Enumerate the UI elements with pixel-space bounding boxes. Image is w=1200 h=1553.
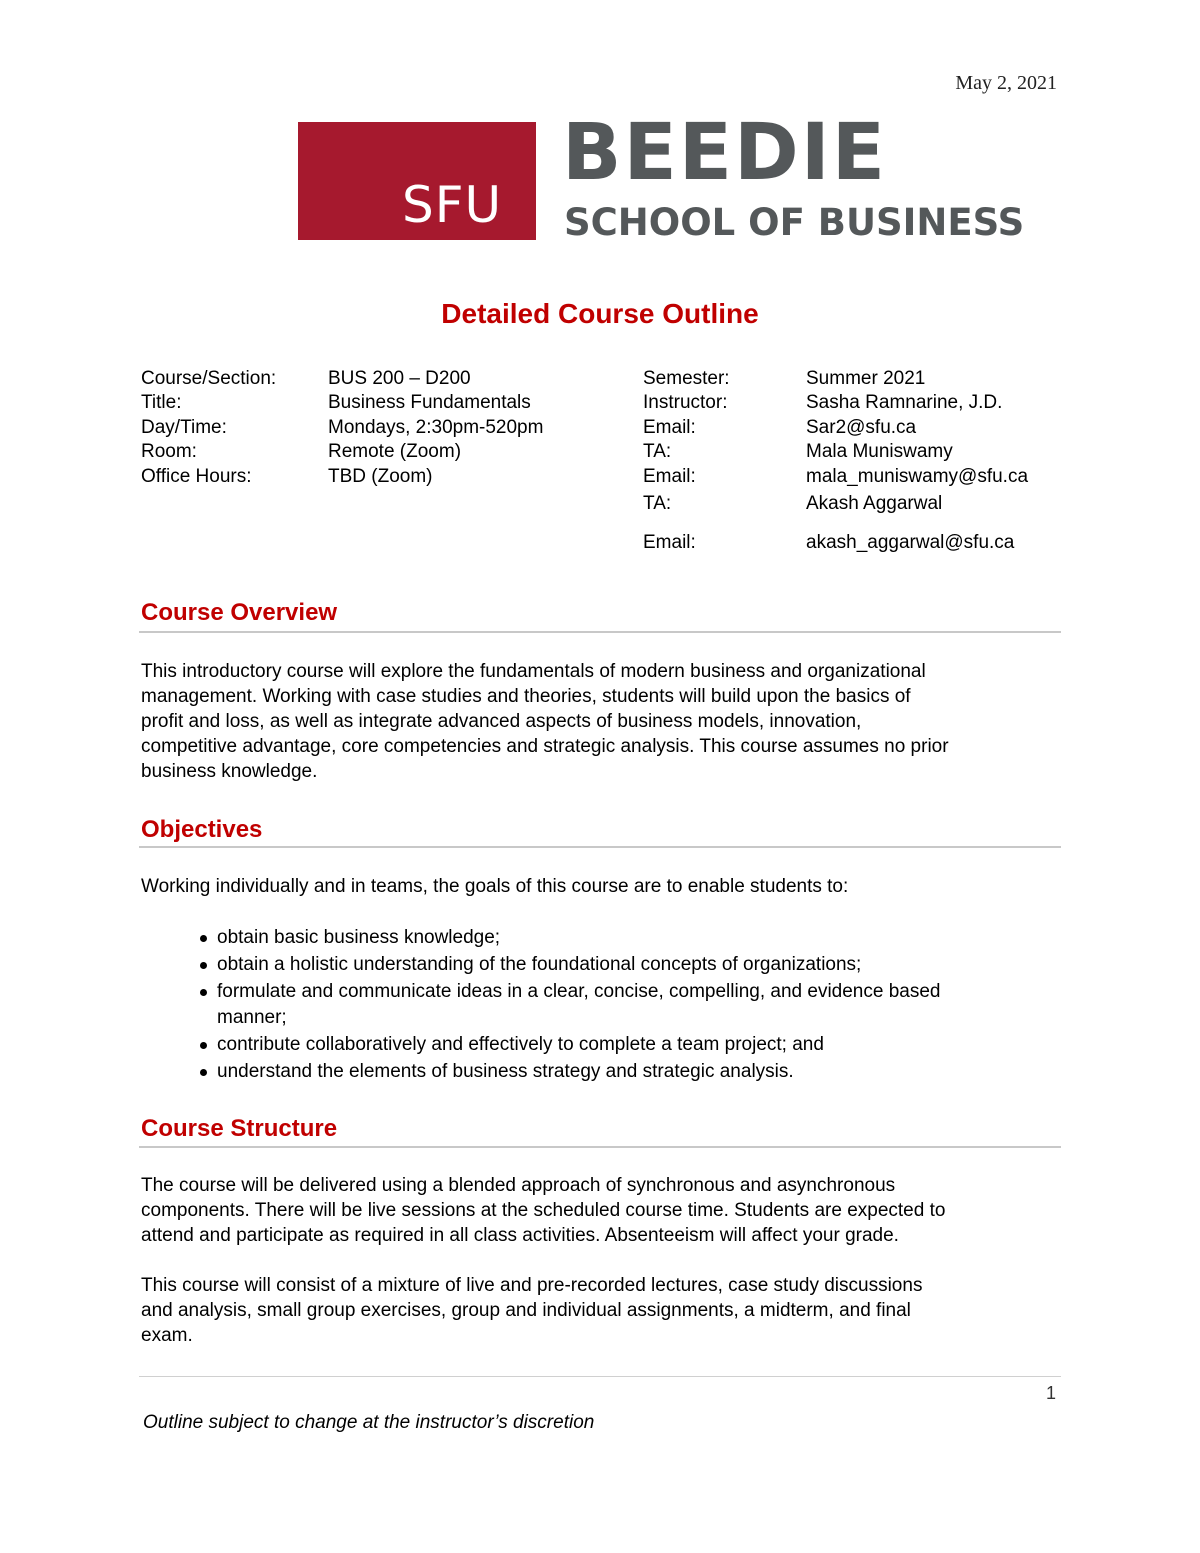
text-line: The course will be delivered using a blended approach of synchronous and asynchronous — [141, 1175, 896, 1196]
info-label: TA: — [643, 441, 672, 462]
objectives-list — [196, 925, 1016, 1086]
info-label: Course/Section: — [141, 368, 277, 389]
page-title: Detailed Course Outline — [441, 298, 759, 329]
info-label: Email: — [643, 417, 696, 438]
info-label: Semester: — [643, 368, 730, 389]
section-heading-objectives: Objectives — [141, 816, 263, 843]
info-label: Email: — [643, 532, 696, 553]
info-label: TA: — [643, 493, 672, 514]
objectives-intro: Working individually and in teams, the goals of this course are to enable students to: — [141, 876, 849, 897]
list-item: understand the elements of business strategy and strategic analysis. — [196, 1059, 1016, 1085]
sfu-logo-mark — [298, 122, 536, 240]
info-label: Email: — [643, 466, 696, 487]
text-line: attend and participate as required in all class activities. Absenteeism will affect your grade. — [141, 1225, 899, 1246]
section-divider — [139, 1146, 1061, 1148]
beedie-logo-subtitle: SCHOOL OF BUSINESS — [564, 201, 1025, 244]
info-label: Room: — [141, 441, 197, 462]
text-line: business knowledge. — [141, 761, 318, 782]
info-label: Title: — [141, 392, 182, 413]
beedie-logo-name: BEEDIE — [562, 108, 888, 198]
info-value: Mondays, 2:30pm-520pm — [328, 417, 544, 438]
instructor-email[interactable]: Sar2@sfu.ca — [806, 417, 917, 438]
section-divider — [139, 631, 1061, 633]
info-label: Day/Time: — [141, 417, 227, 438]
section-divider — [139, 846, 1061, 848]
text-line: competitive advantage, core competencies and strategic analysis. This course assumes no prior — [141, 736, 949, 757]
text-line: components. There will be live sessions at the scheduled course time. Students are expected to — [141, 1200, 946, 1221]
info-value: Mala Muniswamy — [806, 441, 953, 462]
footer-note: Outline subject to change at the instructor’s discretion — [143, 1412, 595, 1433]
text-line: management. Working with case studies and theories, students will build upon the basics of — [141, 686, 911, 707]
info-value: Sasha Ramnarine, J.D. — [806, 392, 1003, 413]
section-heading-overview: Course Overview — [141, 599, 338, 626]
list-item: obtain a holistic understanding of the foundational concepts of organizations; — [196, 952, 1016, 978]
text-line: exam. — [141, 1325, 193, 1346]
text-line: This introductory course will explore the fundamentals of modern business and organizational — [141, 661, 926, 682]
overview-paragraph — [141, 659, 1071, 784]
info-value: Remote (Zoom) — [328, 441, 462, 462]
list-item: contribute collaboratively and effectively to complete a team project; and — [196, 1032, 1016, 1058]
text-line: and analysis, small group exercises, group and individual assignments, a midterm, and final — [141, 1300, 911, 1321]
list-item: obtain basic business knowledge; — [196, 925, 1016, 951]
ta-email[interactable]: akash_aggarwal@sfu.ca — [806, 532, 1015, 553]
info-label: Office Hours: — [141, 466, 252, 487]
info-value: BUS 200 – D200 — [328, 368, 471, 389]
document-date: May 2, 2021 — [955, 72, 1057, 94]
sfu-logo-text: SFU — [402, 176, 503, 234]
structure-paragraph-2 — [141, 1273, 1071, 1348]
info-value: TBD (Zoom) — [328, 466, 433, 487]
info-label: Instructor: — [643, 392, 728, 413]
list-item: formulate and communicate ideas in a clear, concise, compelling, and evidence based manner; — [196, 979, 987, 1030]
ta-email[interactable]: mala_muniswamy@sfu.ca — [806, 466, 1029, 487]
structure-paragraph-1 — [141, 1173, 1071, 1248]
text-line: This course will consist of a mixture of live and pre-recorded lectures, case study discussions — [141, 1275, 923, 1296]
info-value: Summer 2021 — [806, 368, 926, 389]
text-line: profit and loss, as well as integrate advanced aspects of business models, innovation, — [141, 711, 862, 732]
info-value: Akash Aggarwal — [806, 493, 943, 514]
page-number: 1 — [1046, 1383, 1057, 1403]
section-heading-structure: Course Structure — [141, 1115, 338, 1142]
footer-divider — [139, 1376, 1061, 1377]
info-value: Business Fundamentals — [328, 392, 531, 413]
